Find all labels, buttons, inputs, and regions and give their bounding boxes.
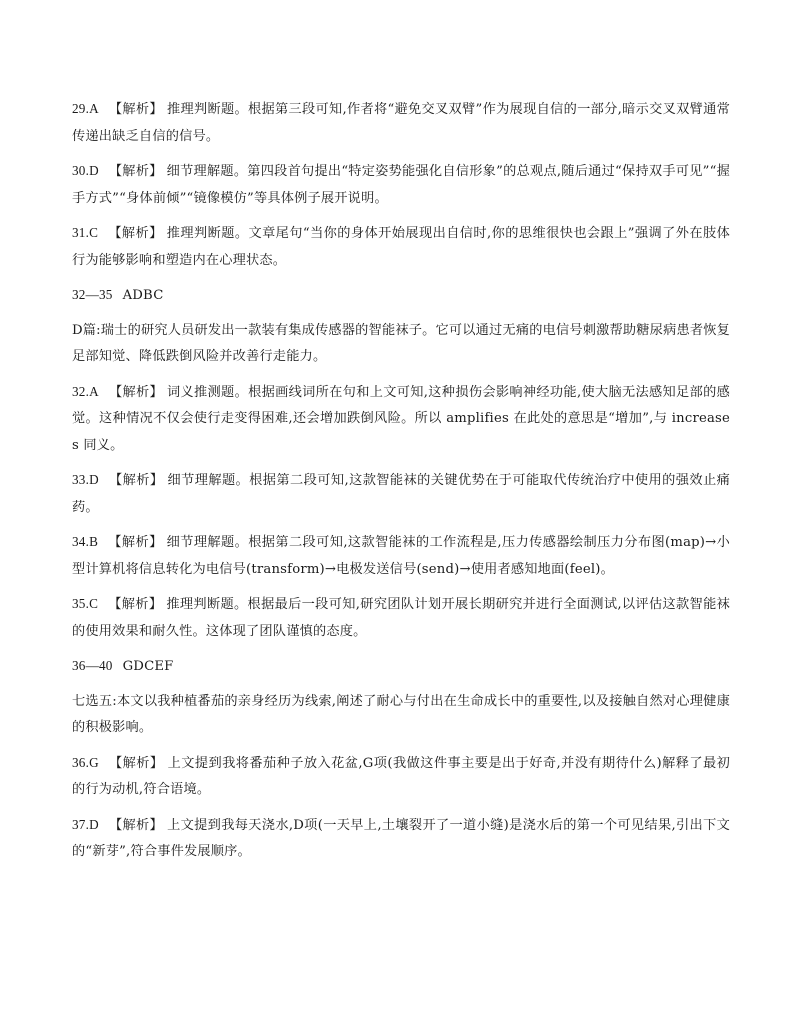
answer-37: [72, 812, 730, 866]
answer-32: [72, 379, 730, 460]
analysis-tag: 【解析】: [108, 226, 163, 241]
answer-text: 上文提到我每天浇水,D项(一天早上,土壤裂开了一道小缝)是浇水后的第一个可见结果,引出下文的“新芽”,符合事件发展顺序。: [72, 817, 731, 859]
answer-letters: ADBC: [122, 288, 164, 303]
analysis-tag: 【解析】: [108, 384, 163, 400]
item-range: 36—40: [72, 658, 113, 673]
analysis-tag: 【解析】: [108, 473, 164, 488]
item-number: 37.D: [72, 816, 99, 832]
answer-text: 词义推测题。根据画线词所在句和上文可知,这种损伤会影响神经功能,使大脑无法感知足部的感觉。这种情况不仅会使行走变得困难,还会增加跌倒风险。所以 amplifies 在此处的意思是“增加”,与 increases 同义。: [72, 384, 730, 453]
summary-text: D篇:瑞士的研究人员研发出一款装有集成传感器的智能袜子。它可以通过无痛的电信号刺激帮助糖尿病患者恢复足部知觉、降低跌倒风险并改善行走能力。: [72, 322, 731, 364]
answer-29: [72, 96, 730, 150]
item-number: 30.D: [72, 163, 99, 178]
item-number: 29.A: [72, 101, 99, 116]
answer-text: 上文提到我将番茄种子放入花盆,G项(我做这件事主要是出于好奇,并没有期待什么)解释了最初的行为动机,符合语境。: [72, 755, 730, 797]
item-number: 34.B: [72, 534, 99, 549]
answer-text: 细节理解题。根据第二段可知,这款智能袜的关键优势在于可能取代传统治疗中使用的强效止痛药。: [72, 473, 730, 515]
answer-30: [72, 158, 730, 212]
answer-34: [72, 529, 730, 583]
answer-letters: GDCEF: [122, 659, 174, 674]
summary-text: 七选五:本文以我种植番茄的亲身经历为线索,阐述了耐心与付出在生命成长中的重要性,以及接触自然对心理健康的积极影响。: [72, 693, 730, 735]
answer-31: [72, 220, 730, 274]
analysis-tag: 【解析】: [108, 102, 163, 117]
analysis-tag: 【解析】: [108, 817, 164, 833]
analysis-tag: 【解析】: [108, 164, 163, 179]
passage-d-summary: [72, 318, 730, 371]
answer-36: [72, 750, 730, 804]
item-number: 31.C: [72, 225, 99, 240]
answers-36-40: [72, 653, 730, 681]
answer-35: [72, 591, 730, 645]
analysis-tag: 【解析】: [108, 535, 163, 550]
answer-text: 推理判断题。根据第三段可知,作者将“避免交叉双臂”作为展现自信的一部分,暗示交叉双臂通常传递出缺乏自信的信号。: [72, 102, 730, 144]
item-number: 35.C: [72, 596, 99, 611]
item-range: 32—35: [72, 287, 113, 302]
answer-text: 推理判断题。文章尾句“当你的身体开始展现出自信时,你的思维很快也会跟上”强调了外在肢体行为能够影响和塑造内在心理状态。: [72, 226, 730, 268]
seven-choose-five-summary: [72, 689, 730, 742]
answer-text: 细节理解题。第四段首句提出“特定姿势能强化自信形象”的总观点,随后通过“保持双手可见”“握手方式”“身体前倾”“镜像模仿”等具体例子展开说明。: [72, 164, 730, 206]
analysis-tag: 【解析】: [108, 755, 164, 771]
item-number: 33.D: [72, 472, 99, 487]
answer-text: 细节理解题。根据第二段可知,这款智能袜的工作流程是,压力传感器绘制压力分布图(map)→小型计算机将信息转化为电信号(transform)→电极发送信号(send)→使用者感知地面(feel)。: [72, 535, 730, 577]
item-number: 36.G: [72, 754, 99, 770]
analysis-tag: 【解析】: [108, 597, 163, 612]
answer-33: [72, 467, 730, 521]
answer-text: 推理判断题。根据最后一段可知,研究团队计划开展长期研究并进行全面测试,以评估这款智能袜的使用效果和耐久性。这体现了团队谨慎的态度。: [72, 597, 730, 639]
item-number: 32.A: [72, 383, 99, 399]
answers-32-35: [72, 282, 730, 310]
